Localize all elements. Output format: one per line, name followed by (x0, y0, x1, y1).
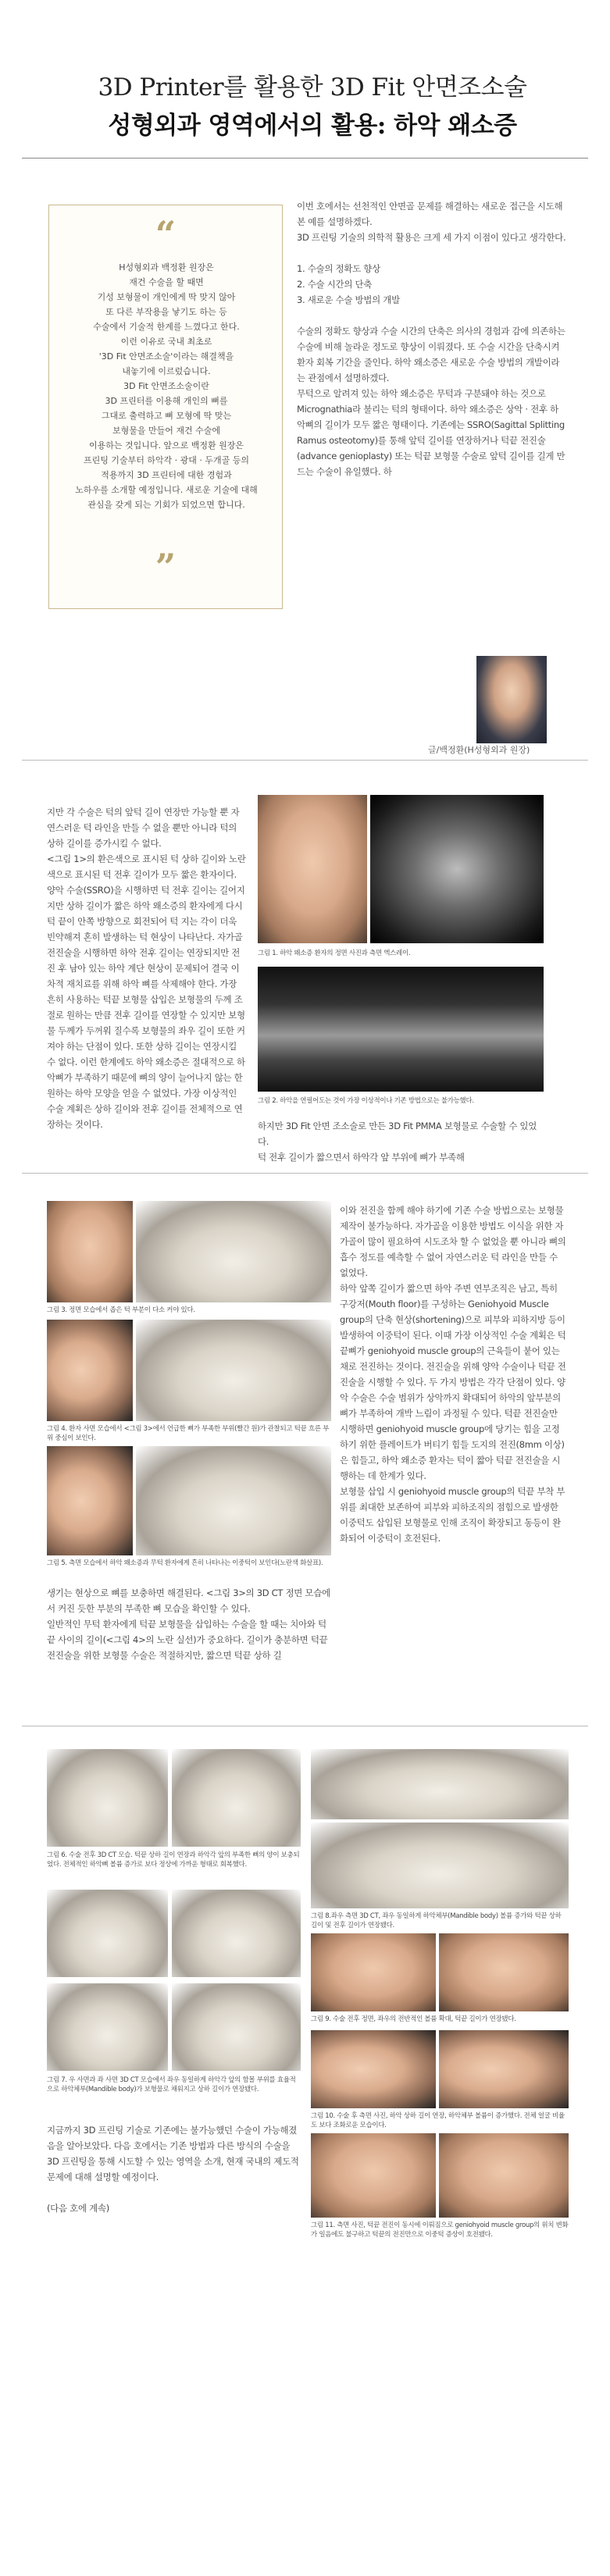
section-divider (22, 760, 588, 761)
figure8-caption: 그림 8.좌우 측면 3D CT, 좌우 동일하게 하악체부(Mandible body) 볼륨 증가와 턱끝 상하 길이 및 전후 길이가 연장됐다. (311, 1912, 562, 1929)
pull-quote-line: 또 다른 부작용을 낳기도 하는 등 (105, 307, 227, 317)
benefit-item: 2. 수술 시간의 단축 (297, 279, 373, 290)
section-divider (22, 1173, 588, 1174)
section3-left-column (47, 1585, 331, 1663)
body-paragraph: 지만 각 수술은 턱의 앞턱 길이 연장만 가능할 뿐 자연스러운 턱 라인을 만들 수 없을 뿐만 아니라 턱의 상하 길이를 증가시킬 수 없다. (47, 807, 240, 849)
figure8-3dct-upper (311, 1749, 569, 1819)
pull-quote-line: 노하우를 소개할 예정입니다. 새로운 기술에 대해 (75, 485, 258, 495)
pull-quote-line: 그대로 출력하고 뼈 모형에 딱 맞는 (101, 411, 232, 421)
author-photo (476, 656, 547, 743)
pull-quote-line: 이용하는 것입니다. 앞으로 백정환 원장은 (88, 440, 244, 451)
section2-left-column (47, 804, 246, 1132)
pull-quote-line: 적용까지 3D 프린터에 대한 경험과 (101, 470, 232, 480)
pull-quote-line: 수술에서 기술적 한계를 느꼈다고 한다. (93, 322, 240, 332)
pull-quote-line: '3D Fit 안면조소술'이라는 해결책을 (98, 351, 234, 362)
figure7-3dct-left-after (172, 1983, 301, 2071)
conclusion-column (47, 2122, 301, 2216)
figure7-3dct-right-after (172, 1890, 301, 1977)
pull-quote-box (48, 205, 283, 609)
benefit-item: 1. 수술의 정확도 향상 (297, 263, 380, 274)
article-title: 3D Printer를 활용한 3D Fit 안면조소술 (98, 73, 527, 102)
figure4-3dct-oblique (136, 1320, 331, 1421)
figure11-before-photo (311, 2133, 436, 2218)
figure1-front-photo (258, 795, 367, 943)
section2-right-column (258, 1118, 544, 1165)
pull-quote-line: 내놓기에 이르렀습니다. (122, 366, 211, 376)
figure5-lateral-photo (47, 1446, 133, 1555)
intro-paragraph: 수술의 정확도 향상과 수술 시간의 단축은 의사의 경험과 감에 의존하는 수술에 비해 놀라운 정도로 향상이 이뤄졌다. 또 수술 시간을 단축시켜 환자 회복 기간을 줄인다. 하악 왜소증은 새로운 수술 방법의 개발이라는 관점에서 설명하겠다. (297, 326, 565, 383)
continued-note: (다음 호에 계속) (47, 2203, 109, 2214)
figure11-caption: 그림 11. 측면 사진, 턱끝 전진이 동시에 이뤄짐으로 geniohyoid muscle group의 위치 변화가 일음에도 불구하고 턱끝의 전진만으로 이중턱 증상이 호전됐다. (311, 2221, 569, 2239)
figure6-caption: 그림 6. 수술 전후 3D CT 모습. 턱끝 상하 길이 연장과 하악각 앞의 부족한 뼈의 양이 보충되었다. 전체적인 하악뼈 볼륨 증가로 보다 정상에 가까운 형태로 회복했다. (47, 1851, 300, 1869)
section3-right-column (340, 1202, 568, 1546)
body-paragraph: 보형물 삽입 시 geniohyoid muscle group의 턱끝 부착 부위를 최대한 보존하여 피부와 피하조직의 점힘으로 발생한 이중턱도 삽입된 보형물로 인해 조직이 확장되고 동등이 완화되어 이중턱이 호전된다. (340, 1486, 565, 1544)
pull-quote-line: 3D 프린터를 이용해 개인의 뼈를 (105, 396, 228, 406)
figure9-after-photo (439, 1933, 569, 2011)
figure6-3dct-after (172, 1749, 301, 1847)
figure3-front-photo (47, 1201, 133, 1302)
figure10-caption: 그림 10. 수술 후 측면 사진, 하악 상하 길이 연장, 하악체부 볼륨이 증가했다. 전체 얼굴 비율도 보다 조화로운 모습이다. (311, 2112, 565, 2129)
body-paragraph: 지금까지 3D 프린팅 기술로 기존에는 불가능했던 수술이 가능해졌음을 알아보았다. 다음 호에서는 기존 방법과 다른 방식의 수술을 3D 프린팅을 통해 시도할 수 있는 영역을 소개, 현재 국내의 제도적 문제에 대해 설명할 예정이다. (47, 2125, 299, 2182)
pull-quote-line: 관심을 갖게 되는 기회가 되었으면 합니다. (87, 500, 245, 510)
pull-quote-line: 보형물을 만들어 재건 수술에 (112, 426, 220, 436)
figure1-caption: 그림 1. 하악 왜소증 환자의 정면 사진과 측면 엑스레이. (258, 950, 411, 957)
figure2-caption: 그림 2. 하악을 연필어도는 것이 가장 이상적이나 기존 방법으로는 불가능했다. (258, 1097, 474, 1105)
figure9-caption: 그림 9. 수술 전후 정면, 좌우의 전반적인 볼륨 확대, 턱끝 길이가 연장됐다. (311, 2015, 516, 2023)
figure7-3dct-left-before (47, 1983, 168, 2071)
figure3-3dct-front (136, 1201, 331, 1302)
close-quote-icon: ” (155, 546, 177, 588)
figure1-lateral-xray (370, 795, 544, 943)
open-quote-icon: “ (155, 213, 177, 255)
author-byline: 글/백정환(H성형외과 원장) (428, 745, 530, 755)
figure9-before-photo (311, 1933, 436, 2011)
article-subtitle: 성형외과 영역에서의 활용: 하악 왜소증 (108, 112, 517, 140)
figure5-3dct-lateral (136, 1446, 331, 1555)
pull-quote-line: H성형외과 백정환 원장은 (119, 262, 214, 273)
benefit-item: 3. 새로운 수술 방법의 개발 (297, 294, 400, 305)
pull-quote-text (73, 260, 260, 512)
figure10-before-photo (311, 2030, 436, 2108)
body-paragraph: 하악 앞쪽 길이가 짧으면 하악 주변 연부조직은 남고, 특히 구강저(Mouth floor)를 구성하는 Geniohyoid Muscle group의 단축 현상(shortening)으로 피부와 피하지방 등이 발생하여 이중턱이 된다. 이때 가장 이상적인 수술 계획은 턱끝뼈가 geniohyoid muscle group의 근육들이 붙어 있는 채로 전진하는 것이다. 전진술을 위해 양악 수술이나 턱끝 전진술을 시행할 수 있다. 두 가지 방법은 각각 단점이 있다. 양악 수술은 수술 범위가 상악까지 확대되어 하악의 앞부분의 뼈가 부족하여 개박 느림이 과정될 수 있다. 턱끝 전진술만 시행하면 geniohyoid muscle group에 당기는 힘을 고정하기 위한 플레이트가 버티기 힘들 도지의 전진(8mm 이상)은 힘들고, 하악 왜소증 환자는 턱이 짧아 턱끝 전진술을 시행하는 데 한계가 있다. (340, 1283, 566, 1481)
figure7-3dct-right-before (47, 1890, 168, 1977)
pull-quote-line: 이런 이유로 국내 최초로 (120, 337, 212, 347)
title-divider (22, 158, 588, 159)
figure7-caption: 그림 7. 우 사면과 좌 사면 3D CT 모습에서 좌우 동일하게 하악각 앞의 함몰 부위를 효율적으로 하악체부(Mandible body)가 보형물로 채워지고 상하 길이가 연장됐다. (47, 2076, 296, 2093)
body-paragraph: 일반적인 무턱 환자에게 턱끝 보형물을 삽입하는 수술을 할 때는 치아와 턱끝 사이의 길이(<그림 4>의 노란 실선)가 중요하다. 길이가 충분하면 턱끝 전진술을 위한 보형물 수술은 적절하지만, 짧으면 턱끝 상하 길 (47, 1619, 328, 1661)
body-paragraph: <그림 1>의 환은색으로 표시된 턱 상하 길이와 노란색으로 표시된 턱 전후 길이가 모두 짧은 환자이다. 양악 수술(SSRO)을 시행하면 턱 전후 길이는 길어지지만 상하 길이가 짧은 하악 왜소증의 환자에게 다시 턱 끝이 안쪽 방향으로 회전되어 턱 지는 각이 더욱 빈약해져 혼히 발생하는 턱 현상이 나타난다. 자가골 전진술을 시행하면 하악 전후 길이는 연장되지만 전진 후 남아 있는 하악 계단 현상이 문제되어 결국 이차적 재치료를 위해 하악 뼈를 삭제해야 한다. 가장 흔히 사용하는 턱끝 보형물 삽입은 보형물의 두께 조절로 원하는 만큼 전후 길이를 연장할 수 있지만 보형물 두께가 두꺼워 질수록 보형물의 좌우 길이 또한 커져야 하는 단점이 있다. 또한 상하 길이는 연장시킬 수 없다. 이런 한계에도 하악 왜소증은 절대적으로 하악뼈가 부족하기 때문에 뼈의 양이 늘어나지 않는 한 원하는 하악 모양을 얻을 수 없었다. 가장 이상적인 수술 계획은 상하 길이와 전후 길이를 전체적으로 연장하는 것이다. (47, 853, 246, 1130)
figure6-3dct-before (47, 1749, 168, 1847)
pull-quote-line: 3D Fit 안면조소술이란 (123, 381, 209, 391)
figure4-caption: 그림 4. 환자 사면 모습에서 <그림 3>에서 언급한 뼈가 부족한 부위(빨간 원)가 관찰되고 턱끝 흐른 부위 중심이 보인다. (47, 1425, 330, 1442)
figure3-caption: 그림 3. 정면 모습에서 좁은 턱 부분이 다소 커야 있다. (47, 1306, 195, 1314)
figure8-3dct-lower (311, 1822, 569, 1908)
pull-quote-line: 기성 보형물이 개인에게 딱 맞지 않아 (97, 292, 236, 302)
pull-quote-line: 프린팅 기술부터 하악각 · 광대 · 두개골 등의 (83, 455, 250, 465)
intro-column (297, 198, 566, 479)
figure2-panoramic-xray (258, 967, 544, 1092)
figure4-oblique-photo (47, 1320, 133, 1421)
intro-paragraph: 이번 호에서는 선천적인 안면골 문제를 해결하는 새로운 접근을 시도해 본 예를 설명하겠다. (297, 201, 563, 227)
figure5-caption: 그림 5. 측면 모습에서 하악 왜소증과 무턱 환자에게 흔히 나타나는 이중턱이 보인다(노란색 화살표). (47, 1559, 323, 1567)
body-paragraph: 턱 전후 길이가 짧으면서 하악각 앞 부위에 뼈가 부족해 (258, 1152, 465, 1163)
body-paragraph: 이와 전진을 함께 해야 하기에 기존 수술 방법으로는 보형물 제작이 불가능하다. 자가골을 이용한 방법도 이식을 위한 자가골이 많이 필요하여 시도조차 할 수 없었을 뿐 아니라 뼈의 흡수 정도를 예측할 수 없어 자연스러운 턱 라인을 만들 수 없었다. (340, 1205, 566, 1278)
intro-paragraph: 3D 프린팅 기술의 의학적 활용은 크게 세 가지 이점이 있다고 생각한다. (297, 232, 566, 243)
figure11-after-photo (439, 2133, 569, 2218)
intro-paragraph: 무턱으로 알려져 있는 하악 왜소증은 무턱과 구분돼야 하는 것으로 Micrognathia라 불리는 턱의 형태이다. 하악 왜소증은 상악 · 전후 하악뼈의 길이가 모두 짧은 형태이다. 기존에는 SSRO(Sagittal Splitting Ramus osteotomy)를 통해 앞턱 길이를 연장하거나 턱끝 전진술(advance genioplasty) 또는 턱끝 보형물 수술로 앞턱 길이를 길게 만드는 수술이 유일했다. 하 (297, 388, 565, 477)
body-paragraph: 생기는 현상으로 뼈를 보충하면 해결된다. <그림 3>의 3D CT 정면 모습에서 커진 듯한 부분의 부족한 뼈 모습을 확인할 수 있다. (47, 1587, 330, 1614)
figure10-after-photo (439, 2030, 569, 2108)
body-paragraph: 하지만 3D Fit 안면 조소술로 만든 3D Fit PMMA 보형물로 수술할 수 있었다. (258, 1121, 537, 1147)
pull-quote-line: 재건 수술을 할 때면 (129, 277, 204, 287)
